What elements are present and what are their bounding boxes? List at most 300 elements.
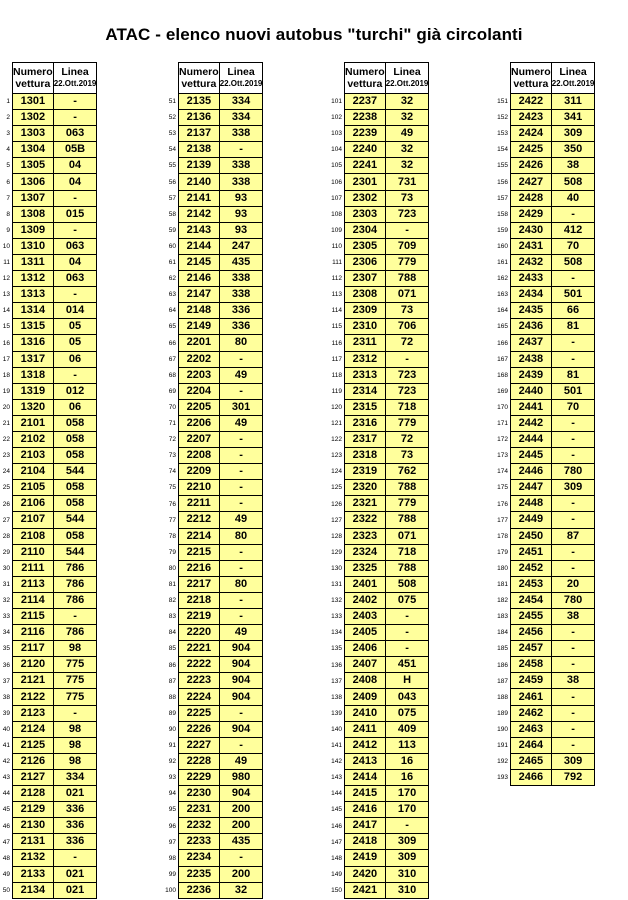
row-index-label: 57 [168,194,176,202]
row-index-label: 95 [168,806,176,814]
vehicle-number-cell: 2145 [179,254,220,270]
vehicle-number-cell: 2216 [179,560,220,576]
vehicle-number-cell: 2135 [179,94,220,110]
line-cell: 350 [551,142,595,158]
row-index-label: 2 [6,114,10,122]
line-cell: 49 [219,415,263,431]
line-cell: 451 [385,657,429,673]
vehicle-number-cell: 2303 [345,206,386,222]
row-index-label: 125 [331,484,342,492]
vehicle-number-cell: 2227 [179,737,220,753]
row-index-label: 149 [331,870,342,878]
table-row [511,319,595,335]
table-row [345,448,429,464]
vehicle-number-cell: 2215 [179,544,220,560]
line-cell: 309 [385,834,429,850]
vehicle-number-cell: 2201 [179,335,220,351]
row-index-label: 35 [2,645,10,653]
line-cell: 49 [219,625,263,641]
vehicle-number-cell: 2136 [179,110,220,126]
table-row [345,399,429,415]
table-row [511,625,595,641]
line-cell: 021 [53,786,97,802]
row-index-label: 42 [2,758,10,766]
table-row [179,142,263,158]
line-cell: 786 [53,625,97,641]
row-index-label: 116 [331,339,342,347]
row-index-label: 130 [331,564,342,572]
table-row [13,737,97,753]
table-row [13,689,97,705]
row-index-label: 102 [331,114,342,122]
row-index-label: 191 [497,742,508,749]
line-cell: - [385,818,429,834]
vehicle-number-cell: 2209 [179,464,220,480]
table-row [511,254,595,270]
vehicle-number-cell: 2122 [13,689,54,705]
table-row [345,415,429,431]
header-numero-label: Numero [179,66,219,78]
line-cell: 49 [219,367,263,383]
vehicle-number-cell: 2228 [179,753,220,769]
table-row [179,560,263,576]
row-index-label: 13 [2,291,10,299]
header-linea-label: Linea [227,66,255,78]
vehicle-number-cell: 1316 [13,335,54,351]
row-index-label: 9 [6,226,10,234]
row-index-label: 67 [168,355,176,363]
row-index-label: 150 [331,886,342,894]
header-vettura-label: vettura [513,78,549,90]
header-numero-label: Numero [13,66,53,78]
header-linea-label: Linea [393,66,421,78]
vehicle-number-cell: 2321 [345,496,386,512]
row-index-label: 140 [331,725,342,733]
vehicle-number-cell: 2421 [345,882,386,898]
line-cell: - [551,271,595,287]
vehicle-number-cell: 2220 [179,625,220,641]
line-cell: 980 [219,769,263,785]
table-row [13,641,97,657]
vehicle-number-cell: 1306 [13,174,54,190]
table-row [511,351,595,367]
row-index-label: 124 [331,468,342,476]
line-cell: 16 [385,769,429,785]
line-cell: H [385,673,429,689]
row-index-label: 155 [497,162,508,170]
row-index-label: 74 [168,468,176,476]
table-row [179,802,263,818]
row-index-label: 171 [497,420,508,427]
table-row [345,753,429,769]
table-row [345,158,429,174]
table-row [511,94,595,110]
line-cell: - [551,335,595,351]
table-row [345,142,429,158]
table-row [511,448,595,464]
line-cell: 435 [219,254,263,270]
table-row [13,174,97,190]
row-index-label: 63 [168,291,176,299]
header-linea-label: Linea [559,66,587,78]
table-row [179,689,263,705]
table-row [345,673,429,689]
row-index-label: 14 [2,307,10,315]
line-cell: 73 [385,448,429,464]
table-row [345,238,429,254]
line-cell: 544 [53,464,97,480]
line-cell: 338 [219,271,263,287]
table-row [179,254,263,270]
vehicle-number-cell: 1301 [13,94,54,110]
row-index-label: 135 [331,645,342,653]
table-row [511,142,595,158]
row-index-label: 106 [331,178,342,186]
table-row [179,110,263,126]
row-index-label: 151 [497,98,508,105]
row-index-label: 172 [497,436,508,444]
vehicle-number-cell: 1314 [13,303,54,319]
header-vettura-label: vettura [181,78,217,90]
line-cell: 73 [385,190,429,206]
row-index-label: 107 [331,194,342,202]
line-cell: 762 [385,464,429,480]
table-row [345,705,429,721]
table-row [345,512,429,528]
line-cell: 792 [551,769,595,785]
line-cell: 786 [53,560,97,576]
vehicle-number-cell: 2241 [345,158,386,174]
row-index-label: 110 [331,242,342,250]
line-cell: 336 [219,303,263,319]
line-cell: 98 [53,737,97,753]
table-row [13,769,97,785]
page-title: ATAC - elenco nuovi autobus "turchi" già circolanti [105,25,523,44]
vehicle-number-cell: 2226 [179,721,220,737]
row-index-label: 72 [168,436,176,444]
line-cell: - [53,190,97,206]
vehicle-number-cell: 2104 [13,464,54,480]
table-row [345,834,429,850]
vehicle-number-cell: 2412 [345,737,386,753]
vehicle-number-cell: 2425 [511,142,552,158]
line-cell: - [219,448,263,464]
table-row [345,882,429,898]
line-cell: 723 [385,383,429,399]
table-row [179,271,263,287]
row-index-label: 99 [168,870,176,878]
row-index-label: 18 [2,371,10,379]
vehicle-number-cell: 2461 [511,689,552,705]
vehicle-number-cell: 2219 [179,609,220,625]
vehicle-number-cell: 2106 [13,496,54,512]
row-index-label: 179 [497,548,508,556]
line-cell: - [53,367,97,383]
table-row [345,625,429,641]
table-row [13,383,97,399]
vehicle-number-cell: 2430 [511,222,552,238]
header-linea [385,63,429,94]
line-cell: 904 [219,786,263,802]
line-cell: 32 [385,110,429,126]
line-cell: - [551,705,595,721]
row-index-label: 188 [497,693,508,701]
line-cell: - [53,222,97,238]
table-row [511,431,595,447]
table-row [13,351,97,367]
line-cell: 786 [53,592,97,608]
vehicle-number-cell: 2410 [345,705,386,721]
vehicle-number-cell: 2423 [511,110,552,126]
vehicle-number-cell: 2416 [345,802,386,818]
table-row [13,94,97,110]
vehicle-number-cell: 2141 [179,190,220,206]
table-row [13,834,97,850]
line-cell: 012 [53,383,97,399]
vehicle-number-cell: 2231 [179,802,220,818]
vehicle-number-cell: 2316 [345,415,386,431]
row-index-label: 54 [168,146,176,154]
line-cell: 336 [219,319,263,335]
row-index-label: 175 [497,484,508,492]
row-index-label: 31 [2,581,10,588]
table-row [179,512,263,528]
line-cell: - [551,721,595,737]
row-index-label: 56 [168,178,176,186]
table-row [511,158,595,174]
table-row [511,415,595,431]
table-row [511,287,595,303]
row-index-label: 190 [497,725,508,733]
vehicle-number-cell: 1320 [13,399,54,415]
table-row [13,271,97,287]
line-cell: - [385,625,429,641]
row-index-label: 144 [331,790,342,798]
table-row [511,126,595,142]
vehicle-number-cell: 2124 [13,721,54,737]
row-index-label: 83 [168,613,176,621]
row-index-label: 68 [168,371,176,379]
line-cell: 508 [551,174,595,190]
table-row [511,238,595,254]
vehicle-number-cell: 2318 [345,448,386,464]
line-cell: 058 [53,480,97,496]
line-cell: 021 [53,882,97,898]
vehicle-number-cell: 2415 [345,786,386,802]
bus-table [178,62,263,899]
vehicle-number-cell: 2133 [13,866,54,882]
line-cell: 775 [53,689,97,705]
table-row [345,126,429,142]
row-index-label: 98 [168,854,176,862]
line-cell: 32 [219,882,263,898]
line-cell: - [53,705,97,721]
row-index-label: 47 [2,838,10,846]
table-row [13,512,97,528]
table-row [345,528,429,544]
line-cell: 412 [551,222,595,238]
vehicle-number-cell: 1309 [13,222,54,238]
row-index-label: 142 [331,758,342,766]
table-row [179,496,263,512]
line-cell: 544 [53,512,97,528]
line-cell: 409 [385,721,429,737]
row-index-label: 3 [6,130,10,138]
line-cell: 98 [53,753,97,769]
line-cell: - [551,431,595,447]
row-index-label: 28 [2,532,10,540]
row-index-label: 103 [331,130,342,138]
row-index-label: 93 [168,774,176,782]
line-cell: 80 [219,528,263,544]
row-index-label: 97 [168,838,176,846]
row-index-label: 58 [168,210,176,218]
table-row [511,110,595,126]
line-cell: 66 [551,303,595,319]
table-row [179,287,263,303]
line-cell: - [219,351,263,367]
line-cell: - [219,544,263,560]
line-cell: 170 [385,786,429,802]
vehicle-number-cell: 1311 [13,254,54,270]
vehicle-number-cell: 2448 [511,496,552,512]
line-cell: 775 [53,657,97,673]
vehicle-number-cell: 2413 [345,753,386,769]
vehicle-number-cell: 2317 [345,431,386,447]
header-linea-label: Linea [61,66,89,78]
line-cell: 508 [385,576,429,592]
table-row [345,496,429,512]
vehicle-number-cell: 2212 [179,512,220,528]
table-row [179,464,263,480]
line-cell: 334 [219,94,263,110]
line-cell: 709 [385,238,429,254]
table-row [511,383,595,399]
table-row [13,126,97,142]
line-cell: - [551,351,595,367]
vehicle-number-cell: 2240 [345,142,386,158]
vehicle-number-cell: 2447 [511,480,552,496]
line-cell: 779 [385,254,429,270]
line-cell: - [219,142,263,158]
header-numero-vettura [179,63,220,94]
row-index-label: 50 [2,886,10,894]
row-index-label: 189 [497,709,508,717]
line-cell: - [219,480,263,496]
vehicle-number-cell: 2464 [511,737,552,753]
table-row [179,206,263,222]
row-index-label: 65 [168,323,176,331]
line-cell: - [219,560,263,576]
line-cell: 779 [385,496,429,512]
line-cell: - [53,110,97,126]
row-index-label: 166 [497,339,508,347]
line-cell: 014 [53,303,97,319]
header-linea [219,63,263,94]
vehicle-number-cell: 2422 [511,94,552,110]
line-cell: - [551,544,595,560]
table-row [511,206,595,222]
row-index-label: 85 [168,645,176,653]
table-row [511,464,595,480]
table-row [345,592,429,608]
table-row [13,705,97,721]
line-cell: - [385,641,429,657]
row-index-label: 46 [2,822,10,830]
row-index-label: 167 [497,355,508,363]
vehicle-number-cell: 2403 [345,609,386,625]
table-row [13,496,97,512]
table-row [511,576,595,592]
line-cell: 058 [53,496,97,512]
table-row [345,287,429,303]
row-index-label: 178 [497,532,508,540]
vehicle-number-cell: 2117 [13,641,54,657]
table-row [511,609,595,625]
row-index-label: 33 [2,613,10,621]
vehicle-number-cell: 2452 [511,560,552,576]
line-cell: - [219,850,263,866]
table-row [13,592,97,608]
table-row [511,769,595,785]
vehicle-number-cell: 2414 [345,769,386,785]
row-index-label: 177 [497,516,508,524]
line-cell: - [551,560,595,576]
line-cell: 015 [53,206,97,222]
line-cell: 336 [53,818,97,834]
line-cell: - [219,464,263,480]
table-row [345,254,429,270]
vehicle-number-cell: 2132 [13,850,54,866]
vehicle-number-cell: 2418 [345,834,386,850]
row-index-label: 96 [168,822,176,830]
table-row [179,866,263,882]
vehicle-number-cell: 2314 [345,383,386,399]
row-index-label: 133 [331,613,342,621]
table-row [345,94,429,110]
row-index-label: 24 [2,468,10,476]
vehicle-number-cell: 2411 [345,721,386,737]
row-index-label: 111 [332,259,342,266]
bus-table [344,62,429,899]
table-row [179,415,263,431]
table-row [13,142,97,158]
table-row [179,528,263,544]
table-row [179,592,263,608]
vehicle-number-cell: 2239 [345,126,386,142]
row-index-label: 176 [497,500,508,508]
table-row [13,673,97,689]
vehicle-number-cell: 2207 [179,431,220,447]
vehicle-number-cell: 2458 [511,657,552,673]
header-numero-label: Numero [345,66,385,78]
vehicle-number-cell: 2306 [345,254,386,270]
table-row [179,641,263,657]
line-cell: 723 [385,367,429,383]
header-date-label: 22.Ott.2019 [551,79,595,88]
line-cell: 38 [551,158,595,174]
vehicle-number-cell: 2444 [511,431,552,447]
vehicle-number-cell: 2406 [345,641,386,657]
vehicle-number-cell: 2432 [511,254,552,270]
vehicle-number-cell: 2301 [345,174,386,190]
vehicle-number-cell: 2407 [345,657,386,673]
line-cell: 904 [219,689,263,705]
row-index-label: 147 [331,838,342,846]
vehicle-number-cell: 2127 [13,769,54,785]
table-row [511,528,595,544]
table-row [13,882,97,898]
